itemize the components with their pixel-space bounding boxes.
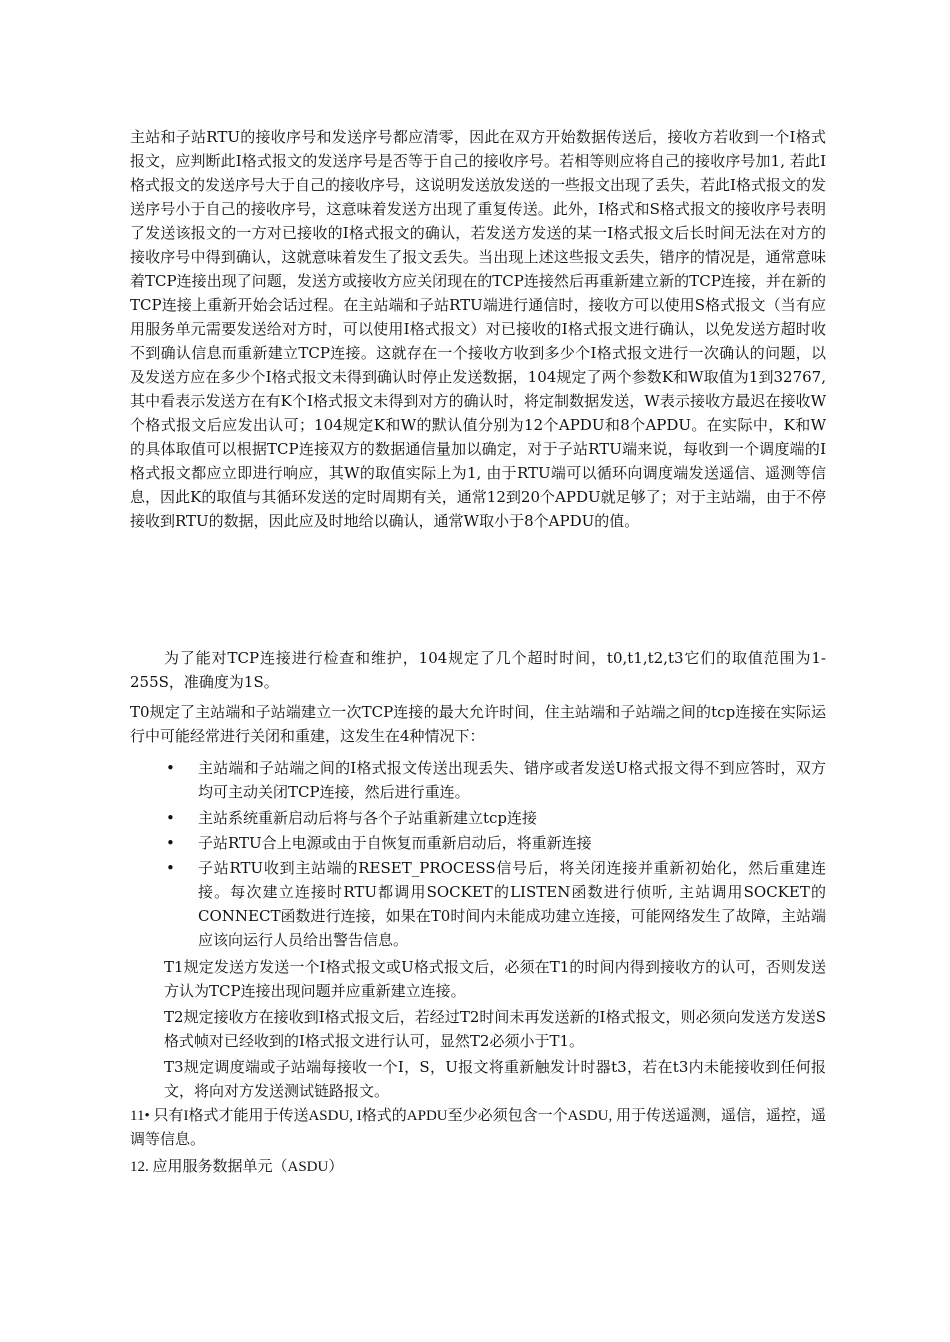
list-item-text: 子站RTU合上电源或由于自恢复而重新启动后，将重新连接 bbox=[198, 834, 592, 852]
list-item-text: 子站RTU收到主站端的RESET_PROCESS信号后，将关闭连接并重新初始化，然后重建连接。每次建立连接时RTU都调用SOCKET的LISTEN函数进行侦听, 主站调用SOCKET的CONNECT函数进行连接，如果在T0时间内未能成功建立连接，可能网络发生了故障，主站端应该向运行人员给出警告信息。 bbox=[198, 859, 826, 949]
paragraph-t3: T3规定调度端或子站端每接收一个I，S，U报文将重新触发计时器t3，若在t3内未能接收到任何报文，将向对方发送测试链路报文。 bbox=[164, 1058, 826, 1100]
paragraph-t1: T1规定发送方发送一个I格式报文或U格式报文后，必须在T1的时间内得到接收方的认可，否则发送方认为TCP连接出现问题并应重新建立连接。 bbox=[164, 958, 826, 1000]
bullet-icon: • bbox=[166, 759, 175, 777]
paragraph-receive-sequence: 主站和子站RTU的接收序号和发送序号都应清零，因此在双方开始数据传送后，接收方若收到一个I格式报文，应判断此I格式报文的发送序号是否等于自己的接收序号。若相等则应将自己的接收序号加1, 若此I格式报文的发送序号大于自己的接收序号，这说明发送放发送的一些报文出现了丢失，若此I格式报文的发送序号小于自己的接收序号，这意味着发送方出现了重复传送。此外，I格式和S格式报文的接收序号表明了发送该报文的一方对已接收的I格式报文的确认，若发送方发送的某一I格式报文后长时间无法在对方的接收序号中得到确认，这就意味着发生了报文丢失。当出现上述这些报文丢失，错序的情况是，通常意味着TCP连接出现了问题，发送方或接收方应关闭现在的TCP连接然后再重新建立新的TCP连接，并在新的TCP连接上重新开始会话过程。在主站端和子站RTU端进行通信时，接收方可以使用S格式报文（当有应用服务单元需要发送给对方时，可以使用I格式报文）对已接收的I格式报文进行确认，以免发送方超时收不到确认信息而重新建立TCP连接。这就存在一个接收方收到多少个I格式报文进行一次确认的问题，以及发送方应在多少个I格式报文未得到确认时停止发送数据，104规定了两个参数K和W取值为1到32767, 其中看表示发送方在有K个I格式报文未得到对方的确认时，将定制数据发送，W表示接收方最迟在接收W个格式报文后应发出认可；104规定K和W的默认值分别为12个APDU和8个APDU。在实际中，K和W的具体取值可以根据TCP连接双方的数据通信量加以确定，对于子站RTU端来说，每收到一个调度端的I格式报文都应立即进行响应，其W的取值实际上为1, 由于RTU端可以循环向调度端发送遥信、遥测等信息，因此K的取值与其循环发送的定时周期有关，通常12到20个APDU就足够了；对于主站端，由于不停接收到RTU的数据，因此应及时地给以确认，通常W取小于8个APDU的值。 bbox=[130, 128, 826, 530]
bullet-icon: • bbox=[166, 809, 175, 827]
paragraph-t0-intro: T0规定了主站端和子站端建立一次TCP连接的最大允许时间，住主站端和子站端之间的tcp连接在实际运行中可能经常进行关闭和重建，这发生在4种情况下： bbox=[130, 703, 826, 745]
list-item-text: 主站端和子站端之间的I格式报文传送出现丢失、错序或者发送U格式报文得不到应答时，双方均可主动关闭TCP连接，然后进行重连。 bbox=[198, 759, 826, 801]
paragraph-t2: T2规定接收方在接收到I格式报文后，若经过T2时间未再发送新的I格式报文，则必须向发送方发送S格式帧对已经收到的I格式报文进行认可，显然T2必须小于T1。 bbox=[164, 1008, 826, 1050]
bullet-icon: • bbox=[166, 834, 175, 852]
paragraph-timeouts: 为了能对TCP连接进行检查和维护，104规定了几个超时时间，t0,t1,t2,t3它们的取值范围为1-255S，准确度为1S。 bbox=[130, 649, 826, 691]
bullet-icon: • bbox=[166, 859, 175, 877]
list-item-text: 主站系统重新启动后将与各个子站重新建立tcp连接 bbox=[198, 809, 538, 827]
list-item-11: 11• 只有I格式才能用于传送ASDU, I格式的APDU至少必须包含一个ASDU, 用于传送遥测，遥信，遥控，遥调等信息。 bbox=[130, 1108, 826, 1148]
heading-asdu: 12. 应用服务数据单元（ASDU） bbox=[130, 1159, 344, 1175]
